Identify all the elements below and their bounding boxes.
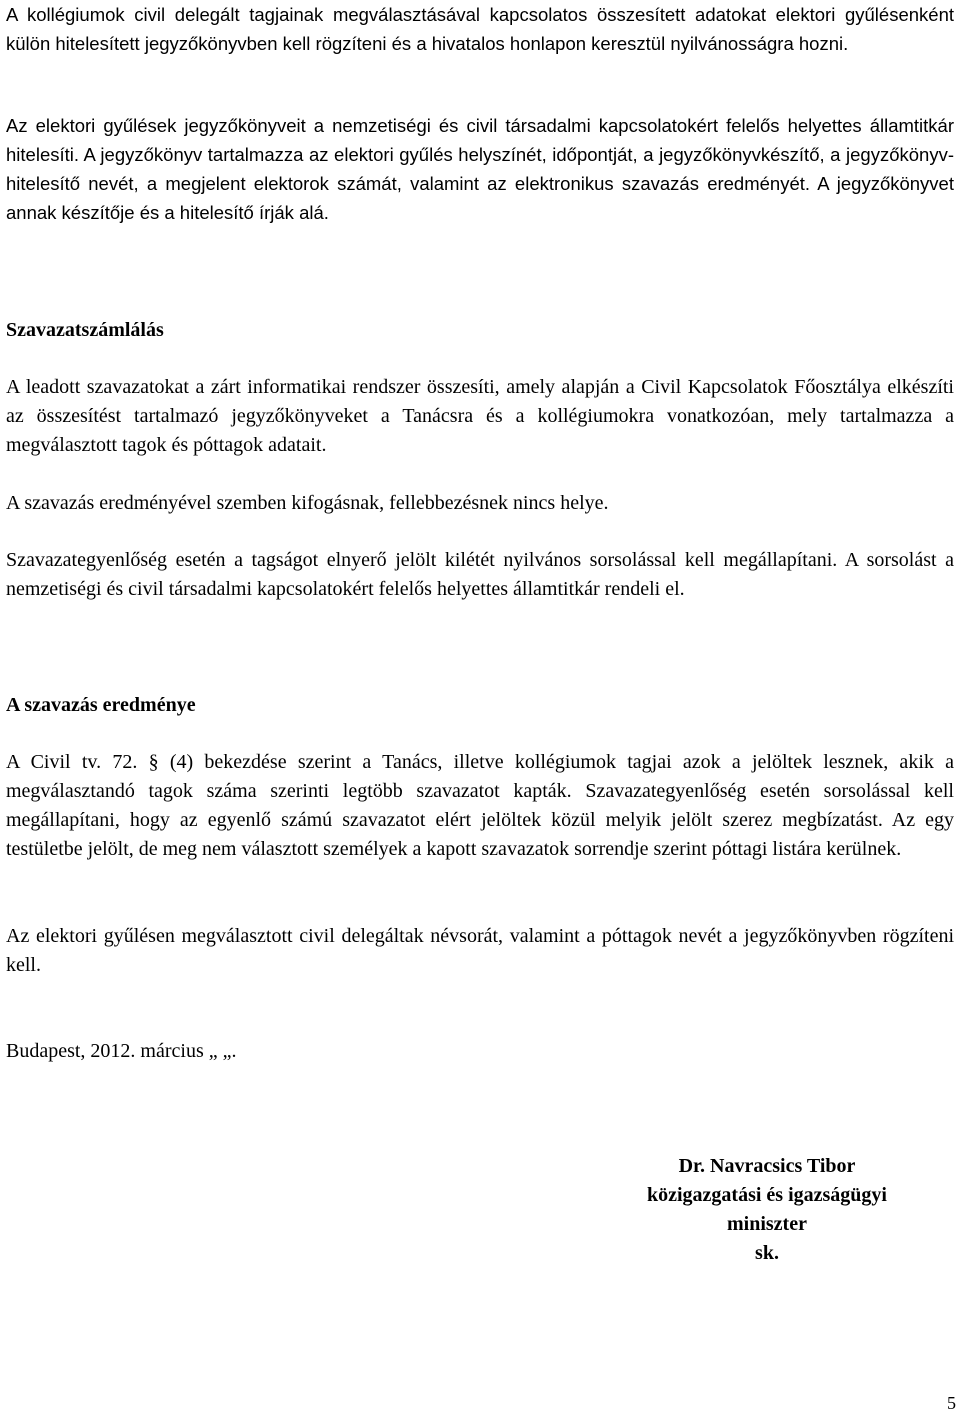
signatory-title-line1: közigazgatási és igazságügyi <box>647 1184 887 1206</box>
paragraph-vote-aggregation: A leadott szavazatokat a zárt informatikai rendszer összesíti, amely alapján a Civil Kapcsolatok Főosztálya elkészíti az összesítést tartalmazó jegyzőkönyveket a Tanácsra és a kollégiumokra vonatkozóan, mely tartalmazza a megválasztott tagok és póttagok adatait. <box>6 376 954 456</box>
paragraph-protocol-authentication: Az elektori gyűlések jegyzőkönyveit a nemzetiségi és civil társadalmi kapcsolatokért felelős helyettes államtitkár hitelesíti. A jegyzőkönyv tartalmazza az elektori gyűlés helyszínét, időpontját, a jegyzőkönyvkészítő, a jegyzőkönyv-hitelesítő nevét, a megjelent elektorok számát, valamint az elektronikus szavazás eredményét. A jegyzőkönyvet annak készítője és a hitelesítő írják alá. <box>6 115 954 223</box>
signature-block <box>617 1152 917 1268</box>
paragraph-no-appeal: A szavazás eredményével szemben kifogásnak, fellebbezésnek nincs helye. <box>6 492 609 514</box>
paragraph-protocol-publication: A kollégiumok civil delegált tagjainak megválasztásával kapcsolatos összesített adatokat elektori gyűlésenként külön hitelesített jegyzőkönyvben kell rögzíteni és a hivatalos honlapon keresztül nyilvánosságra hozni. <box>6 4 954 54</box>
heading-vote-counting: Szavazatszámlálás <box>6 319 164 341</box>
date-line: Budapest, 2012. március „ „. <box>6 1040 237 1062</box>
paragraph-tie-lottery: Szavazategyenlőség esetén a tagságot elnyerő jelölt kilétét nyilvános sorsolással kell megállapítani. A sorsolást a nemzetiségi és civil társadalmi kapcsolatokért felelős helyettes államtitkár rendeli el. <box>6 549 954 600</box>
heading-vote-result: A szavazás eredménye <box>6 694 196 716</box>
signature-mark: sk. <box>755 1242 779 1264</box>
paragraph-delegate-list: Az elektori gyűlésen megválasztott civil delegáltak névsorát, valamint a póttagok nevét a jegyzőkönyvben rögzíteni kell. <box>6 925 954 976</box>
page-number: 5 <box>947 1393 956 1413</box>
signatory-title-line2: miniszter <box>727 1213 807 1235</box>
signatory-name: Dr. Navracsics Tibor <box>678 1155 856 1177</box>
paragraph-civil-act-result: A Civil tv. 72. § (4) bekezdése szerint a Tanács, illetve kollégiumok tagjai azok a jelöltek lesznek, akik a megválasztandó tagok száma szerinti legtöbb szavazatot kapták. Szavazategyenlőség esetén sorsolással kell megállapítani, hogy az egyenlő számú szavazatot elért jelöltek közül melyik jelölt szerez megbízatást. Az egy testületbe jelölt, de meg nem választott személyek a kapott szavazatok sorrendje szerint póttagi listára kerülnek. <box>6 751 954 860</box>
